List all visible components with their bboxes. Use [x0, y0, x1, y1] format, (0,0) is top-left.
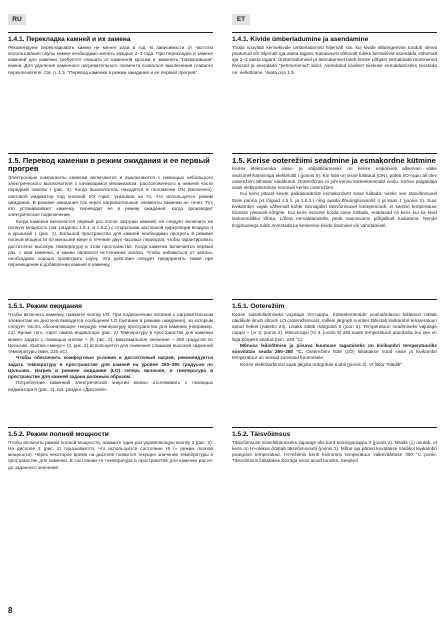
section-1-5-1-et: [232, 299, 437, 427]
section-heading: 1.5.1. Ooterežiim: [232, 303, 285, 310]
paragraph: Электронные компоненты каменки включаются и выключаются с помощью небольшого электрического выключателя с качающимся механизмом, расположенного в нижней части передней панели I (рис. 4). Когда выключатель находится в положении ON (включено), световой индикатор под кнопкой I/O горит, указывая на то, что используется режим ожидания. В режиме ожидания ток через нагревательные элементы каменки не течет. Тот, кто устанавливает каменку, переводит ее в режим ожидания, когда производит электрическое подключение.: [8, 174, 213, 218]
section-heading: 1.5.2. Режим полной мощности: [8, 431, 109, 438]
section-heading: 1.5. Kerise ooterežiimi seadmine ja esmakordne kütmine: [232, 156, 436, 165]
language-tag-ru: RU: [8, 14, 26, 25]
paragraph-mixed: [232, 343, 437, 362]
paragraph: Täisvõimsuse sisselülitamiseks vajutage üks kord toimingunuppu 3 (joonis 2). Näidik (1) osutab, et keris on HI-olekus (töötab täisvõimsusel) (joonis 2). Mõne aja pärast kuvatakse näidikul kivikambri praegune temperatuur. HI-režiimis kerib kivirummi temperatuur vaikeväärtuse 300 °C poole. Täisvõimsus lülitatakse korraga sisse ainult tunniks. Seejärel: [232, 439, 437, 464]
section-1-5-1-ru: [8, 299, 213, 427]
paragraph: Чтобы включить режим полной мощности, нажмите один раз управляющую кнопку 3 (рис. 2). На дисплее 1 (рис. 2) показывается, что используется состояние HI (« режим полной мощности). Через некоторое время на дисплее появится текущее значение температуры в пространстве для каменки. В состоянии HI температура в пространстве для каменки растет до заданного значения: [8, 439, 213, 470]
bold-text: Mõnusa leilivõtmise ja piisava kuumuse tagamiseks on kivikambri temperatuuriks soovitatav seada 260–280 °C.: [232, 342, 437, 355]
column-et: [232, 32, 437, 465]
language-tag-et: ET: [232, 14, 250, 25]
paragraph: Потребление каменкой электрической энергии можно отслеживать с помощью индикатора 8 (рис. 2). См. раздел «Дисплей».: [8, 380, 213, 392]
paragraph-bold: Чтобы обеспечить комфортные условия и достаточный нагрев, рекомендуется задать температуру в пространстве для камней на уровне 260–280 градусов по Цельсию. Нагрев в режиме ожидания (LO) теперь включен, и температура в пространстве для камней задана должным образом.: [8, 355, 213, 380]
section-heading: 1.5. Перевод каменки в режим ожидания и ее первый прогрев: [8, 156, 210, 174]
paragraph: Когда каменка включается первый раз после загрузки камней, ее следует включить на полную мощность (см. разделы 1.5.1. и 1.5.2.) с открытыми заслонкой циркуляции воздуха 4 и крышкой 1 (рис. 1). Большой пространство для камней необходимо прогреть в режиме полной мощности по меньшей мере в течение двух часовых периодов, чтобы гарантировать достаточно высокую температуру в этом пространстве. Когда каменка включается первый раз, с ама каменка, и камни являются источником запаха. Чтобы избавиться от запаха, необходимо хорошо проветрить сауну. Эти действия следует предпринять также при перемещении и добавлении камней в каменку.: [8, 218, 213, 268]
section-1-4-1-ru: [8, 32, 213, 153]
section-heading: 1.4.1. Перекладка камней и их замена: [8, 36, 131, 43]
section-1-5-2-ru: [8, 427, 213, 471]
paragraph: Tootja soovitab kerisekivide ümberladumist hiljemalt siis, kui kivide allaangemine tundub olevat peatunud või hiljemalt iga aasta tagant. Kasutusest sõltuvalt tuleks kerisekivid asendada vähemalt iga 2–3 aasta tagant. Ümberladumisel ja asendamisel tuleb kerise põhjast eemaldada murenenud kiviosad ja asendada "pehmenenud" kivid. Asendatud kividest niiskuse eemaldamiseks teostada nn. eelkütmine. Vaata osa 1.5.: [232, 44, 437, 75]
section-1-4-1-et: [232, 32, 437, 153]
page-number: 8: [8, 606, 13, 615]
text: Ooterežiimi küte (LO) lülitatakse nüüd sisse ja kivikambri temperatuur on seatud sooviitud kuumusele.: [232, 349, 438, 361]
paragraph: Рекомендуем перекладывать камни не менее раза в год. В зависимости от частоты использования сауны камни необходимо менять каждые 2–3 года. При перекладке и замене каменей дно каменки требуется очищать от каменной крошки и заменять "развалившие" камни. Для удаления каменного нагревательного элемента пoзвольте выключения главного переключателя. См. п. 1.5. "Перевод каменки в режим ожидания и ее первый прогрев".: [8, 44, 213, 75]
section-1-5-2-et: [232, 427, 437, 465]
section-heading: 1.5.1. Режим ожидания: [8, 303, 82, 310]
section-1-5-et: [232, 153, 437, 299]
paragraph: Kerise sisselülitamiseks vajutage I/O-nuppu. Kütteelementide vooluahelasse lülitamist näitab näidikule ilmub sõnum LO (ooterežiimsus), millele järgneb number tähistab kivikambri temperatuuri antud hetkel (näiteks 24). Lisaks süttib märgutuli 6 (joon 2). Temperatuuri seadmiseks vajutage nuppu + (nr 5, joonis 2). Miinusnupu (nr 4, joonis 5) abil saate temperatuuri alandada, kui see on liiga kõrgeks seatud (min. 220 °C).: [232, 311, 437, 342]
section-heading: 1.5.2. Täisvõimsus: [232, 431, 291, 438]
paragraph: Kui keris pärast kivide paikaseadmist esmakordselt sisse lülitada, tuleks see täisvõimsusel täole panna (vt lõiguid 1.5.1. ja 1.5.2.) ning avada õhuringlusventiil 4 ja kaas 1 (joonis 1). Suur kivikamber vajab vähemalt kahte tunniajalist täisvõimsusel kütteperioodi, et kambri temperatuur tõuseks piisavalt kõrgele. Kui keris esimest korda sisse lülitada, eraldavad nii keris kui ka kivid iseloomulikku lõhna. Lõhna eemaldamiseks peab saunaruumi põhjalikult tuulutama. Nende tingimustega tuleb arvestada ka kerisesse kivide lisamisel või vahetamisel.: [232, 191, 437, 228]
column-ru: [8, 32, 213, 471]
paragraph: Kerise elektroonika sisse- ja väljalülitamiseks on kerise esipaneeli allservas väike vedrumehhanismiga elektrilüliti I (joonis 5). Kui lüliti on sisse lülitatud (ON), põleb I/O-nupu all olev ooterežiimi tähistav näidikutuli. Ooterežiimis ei juhi kerise kütteelemendid voolu. Kerise paigaldaja seab elektriühenduse loomisel kerise ooterežiimi.: [232, 166, 437, 191]
section-1-5-ru: [8, 153, 213, 299]
paragraph: Чтобы включить каменку, нажмите кнопку I/O. При подключении питания к нагревательным элементам на дисплей выводится сообщение LO (питание в режиме ожидания), за которым следует число, обозначающее текущую температуру пространства для каменки (например, 24). Кроме того, горит лампа индикатора (рис. 2) Температуру в пространстве для каменки можно задать с помощью кнопки + (5, рис. 2); максимальное значение – 280 градусов по Цельсию. Кнопка «минус» (4, рис. 2) используется для снижения слишком высокой заданной температуры (мин. 220 oC).: [8, 311, 213, 355]
paragraph: Kerise elektritarbimist saab jälgida märgutule 8 abil (joonis 2). Vt lõiku "Näidik".: [240, 361, 404, 367]
section-heading: 1.4.1. Kivide ümberladumine ja asendamine: [232, 36, 369, 43]
